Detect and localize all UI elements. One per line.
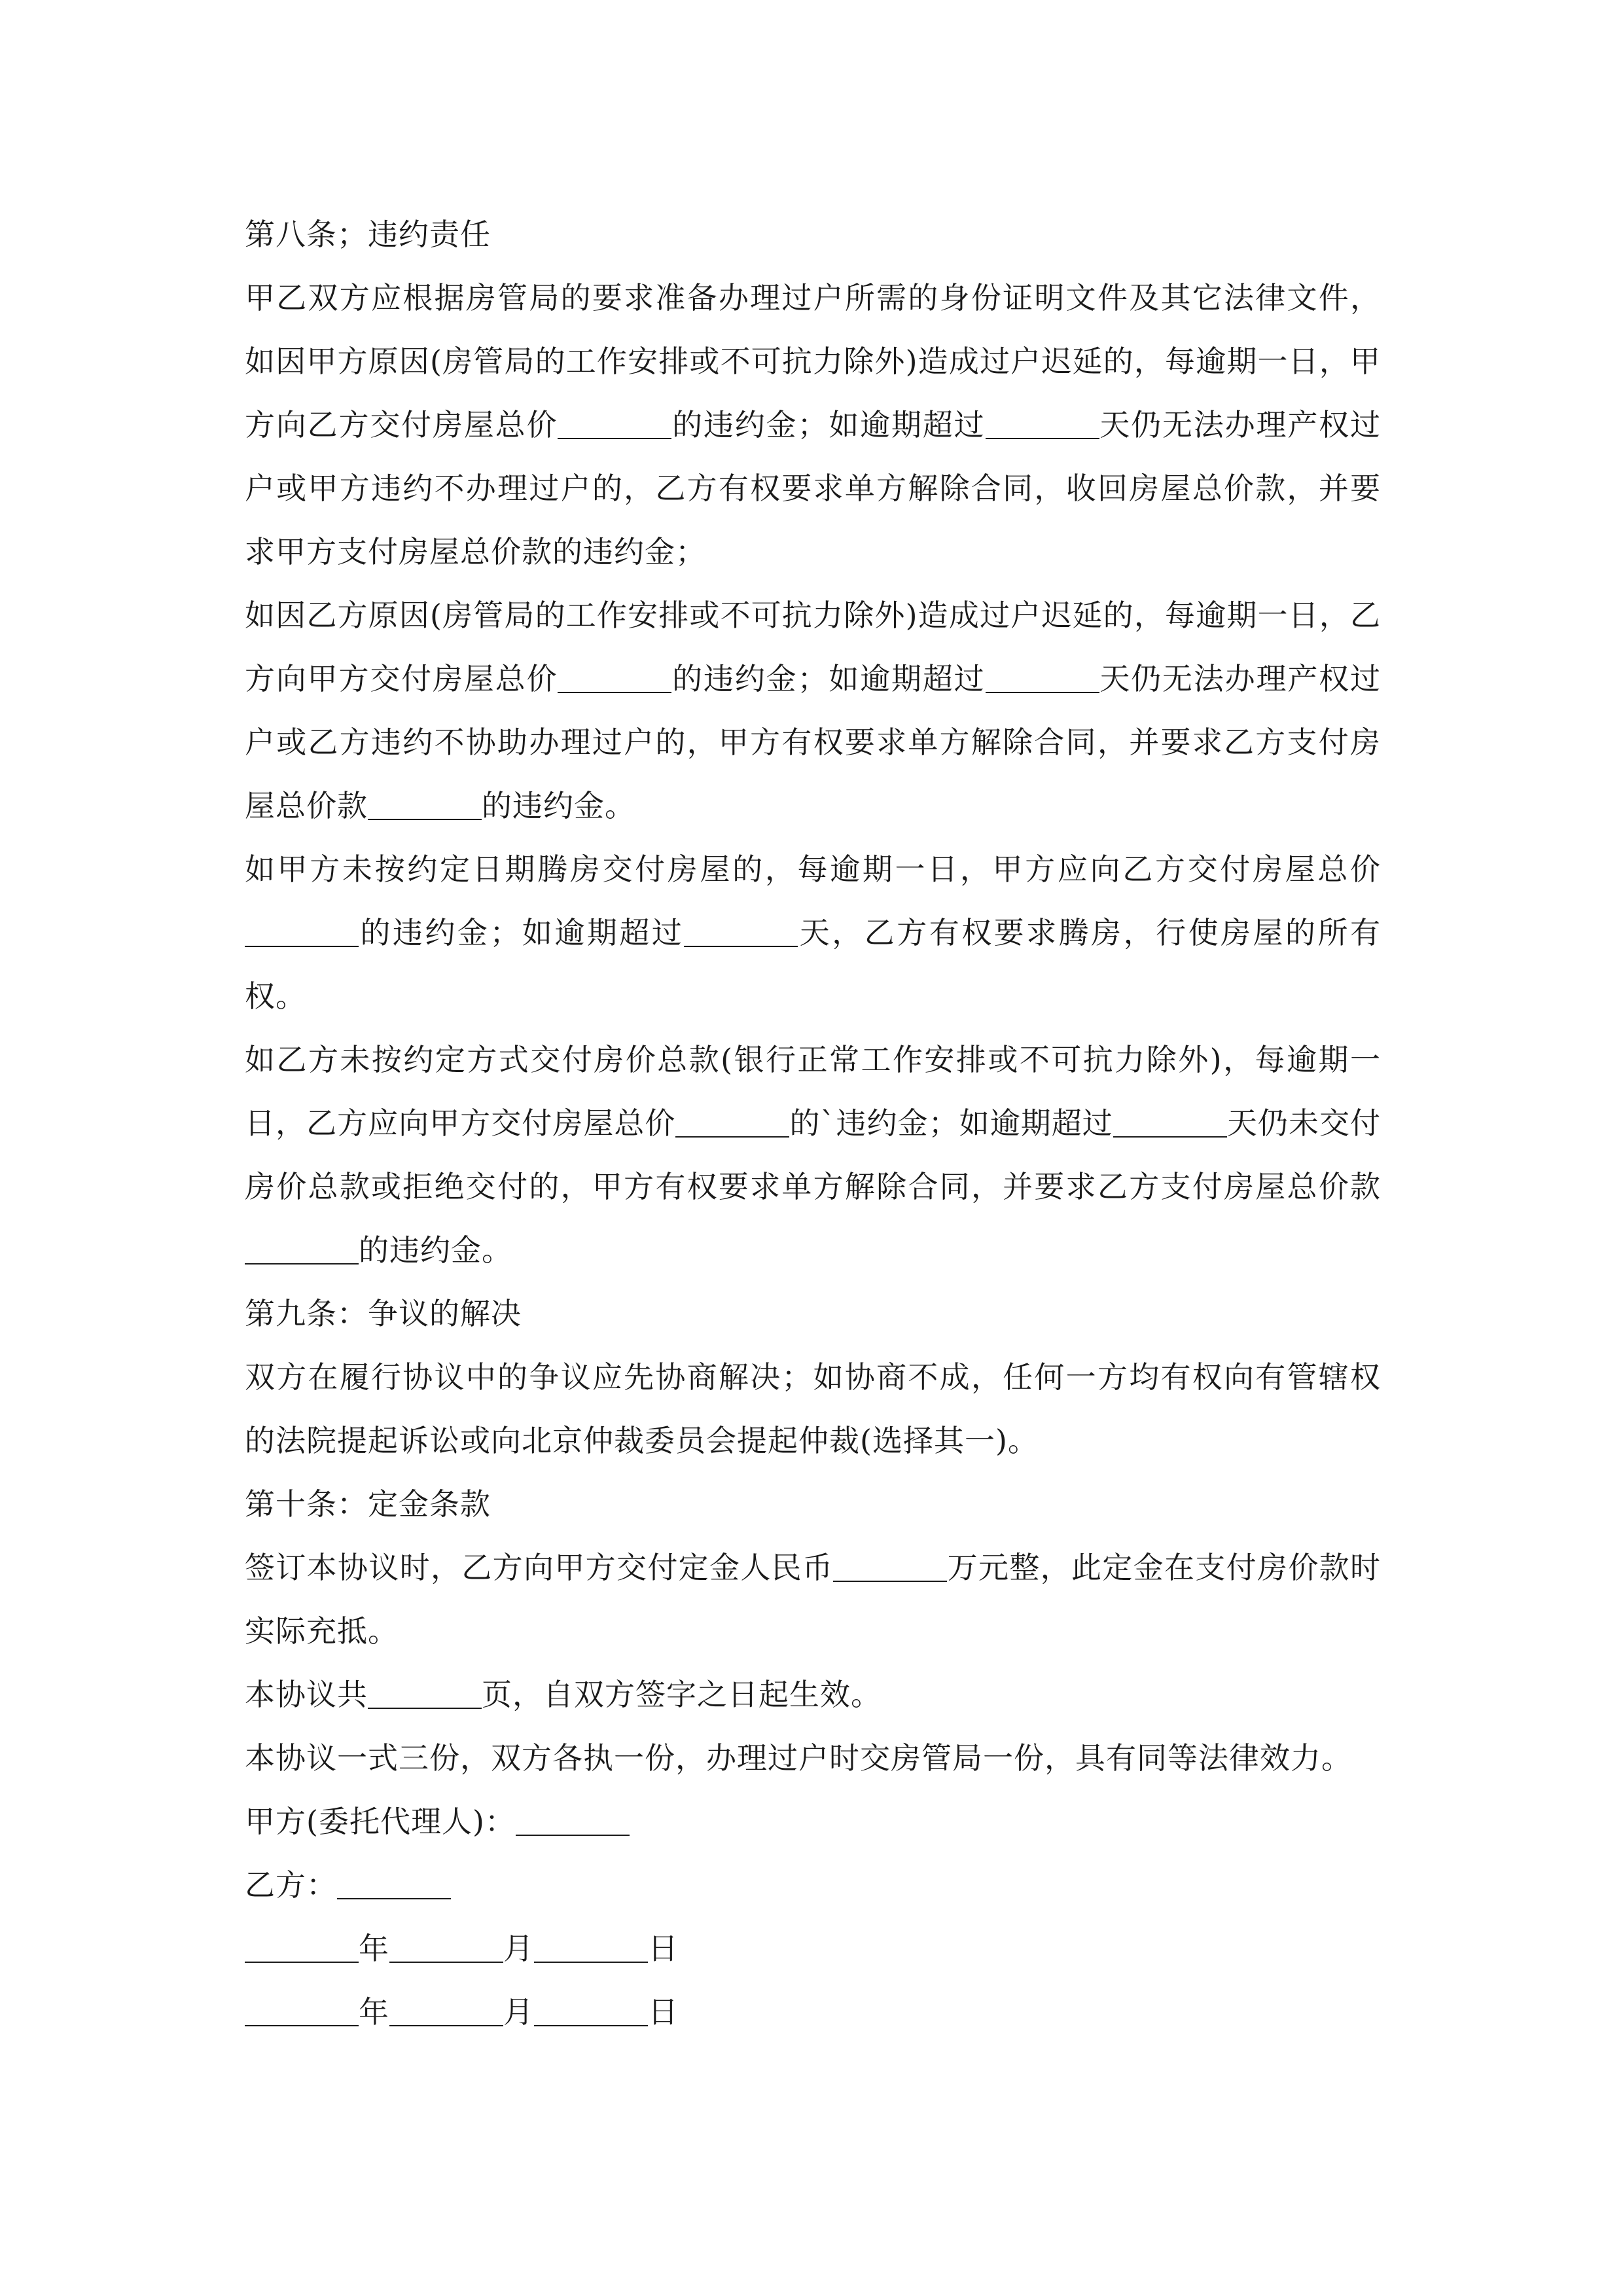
article-8-vacate-delay: 如甲方未按约定日期腾房交付房屋的，每逾期一日，甲方应向乙方交付房屋总价的违约金；如逾期超过 天，乙方有权要求腾房，行使房屋的所有权。 [245, 852, 1382, 1014]
article-8-payment-delay: 如乙方未按约定方式交付房价总款(银行正常工作安排或不可抗力除外)，每逾期一日，乙方应向甲方交付房屋总价 的`违约金；如逾期超过 天仍未交付房价总款或拒绝交付的，甲方有权要求单方解除合同，并要求乙方支付房屋总价款的违约金。 [245, 1042, 1382, 1268]
party-a-signature-line: 甲方(委托代理人)： [245, 1790, 1381, 1854]
date-line-2: 年 月 日 [245, 1981, 1381, 2044]
blank-field[interactable] [245, 916, 359, 947]
blank-field[interactable] [1113, 1106, 1227, 1138]
article-8-party-a-delay: 甲乙双方应根据房管局的要求准备办理过户所需的身份证明文件及其它法律文件，如因甲方原因(房管局的工作安排或不可抗力除外)造成过户迟延的，每逾期一日，甲方向乙方交付房屋总价 的违约金；如逾期超过 天仍无法办理产权过户或甲方违约不办理过户的，乙方有权要求单方解除合同，收回房屋总价款，并要求甲方支付房屋总价款的违约金； [245, 280, 1382, 569]
blank-field[interactable] [833, 1551, 947, 1582]
article-8-heading: 第八条；违约责任 [245, 217, 491, 252]
blank-field[interactable] [245, 1995, 359, 2026]
blank-field[interactable] [684, 916, 798, 947]
blank-field[interactable] [986, 662, 1099, 693]
party-b-signature-line: 乙方： [245, 1854, 1381, 1917]
blank-field[interactable] [534, 1931, 648, 1963]
blank-field[interactable] [368, 789, 482, 820]
blank-field[interactable] [368, 1677, 482, 1709]
article-10-deposit: 签订本协议时，乙方向甲方交付定金人民币 万元整，此定金在支付房价款时实际充抵。 [245, 1550, 1382, 1649]
blank-field[interactable] [558, 408, 671, 439]
page-count-clause: 本协议共 页，自双方签字之日起生效。 [245, 1677, 882, 1712]
article-9-body: 双方在履行协议中的争议应先协商解决；如协商不成，任何一方均有权向有管辖权的法院提起诉讼或向北京仲裁委员会提起仲裁(选择其一)。 [245, 1359, 1381, 1458]
blank-field[interactable] [245, 1233, 359, 1265]
document-page [245, 203, 1381, 2044]
blank-field[interactable] [337, 1868, 451, 1899]
copies-clause: 本协议一式三份，双方各执一份，办理过户时交房管局一份，具有同等法律效力。 [245, 1740, 1352, 1776]
article-9-heading: 第九条：争议的解决 [245, 1296, 522, 1331]
blank-field[interactable] [389, 1931, 503, 1963]
blank-field[interactable] [534, 1995, 648, 2026]
blank-field[interactable] [675, 1106, 789, 1138]
article-10-heading: 第十条：定金条款 [245, 1486, 491, 1522]
date-line-1: 年 月 日 [245, 1917, 1381, 1981]
blank-field[interactable] [389, 1995, 503, 2026]
blank-field[interactable] [558, 662, 671, 693]
blank-field[interactable] [986, 408, 1099, 439]
blank-field[interactable] [245, 1931, 359, 1963]
blank-field[interactable] [516, 1804, 630, 1836]
article-8-party-b-delay: 如因乙方原因(房管局的工作安排或不可抗力除外)造成过户迟延的，每逾期一日，乙方向甲方交付房屋总价 的违约金；如逾期超过 天仍无法办理产权过户或乙方违约不协助办理过户的，甲方有权要求单方解除合同，并要求乙方支付房屋总价款 的违约金。 [245, 598, 1382, 823]
